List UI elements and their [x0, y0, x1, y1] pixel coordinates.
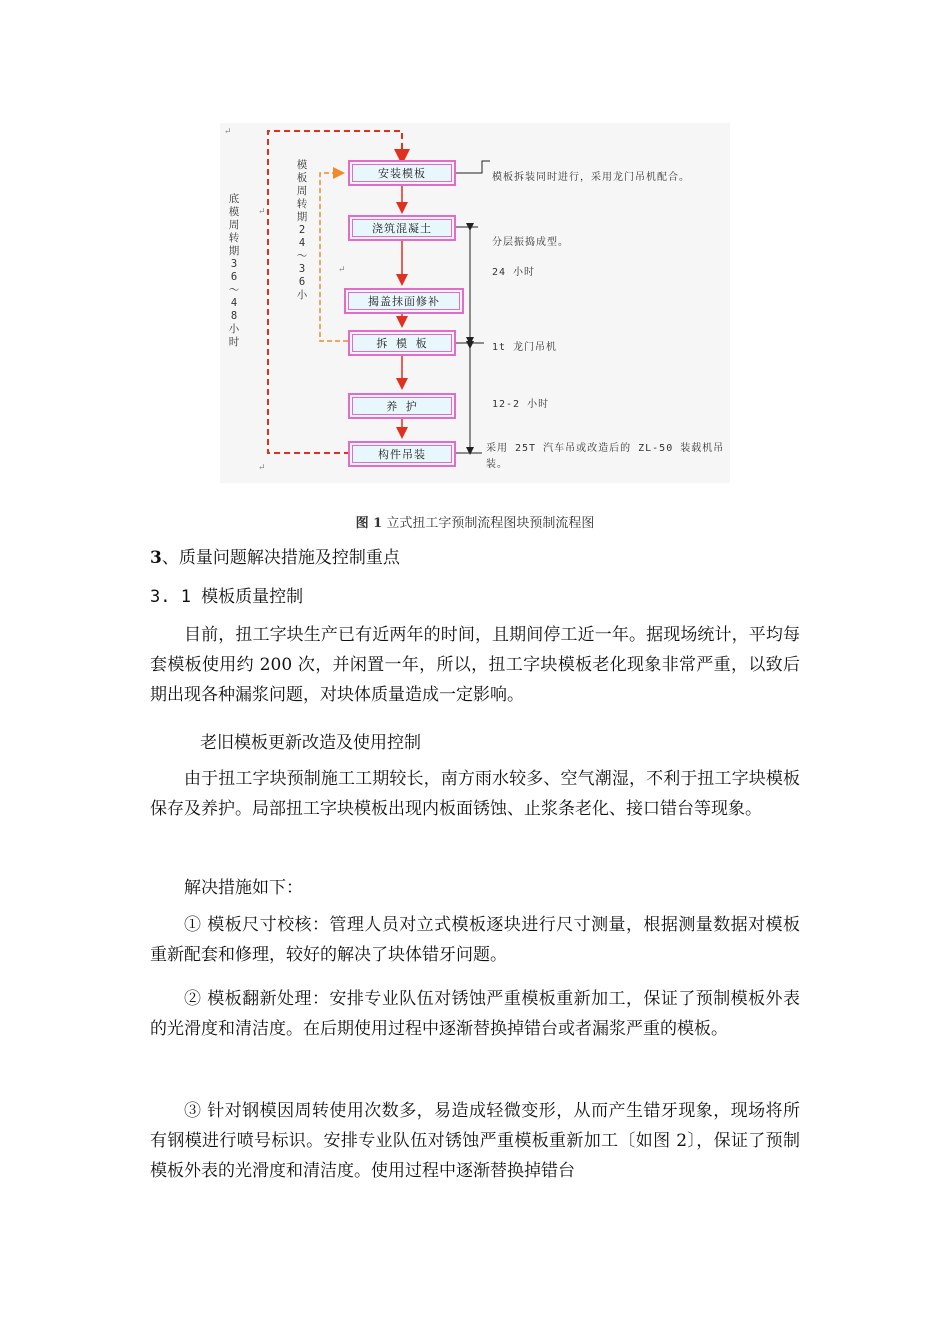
caption-text: 立式扭工字预制流程图块预制流程图	[386, 516, 595, 531]
paragraph: ③ 针对钢模因周转使用次数多，易造成轻微变形，从而产生错牙现象，现场将所有钢模进行喷号标识。安排专业队伍对锈蚀严重模板重新加工〔如图 2〕，保证了预制模板外表的光滑度和清洁度。使用过程中逐渐替换掉错台	[150, 1101, 800, 1181]
note-pour: 分层振捣成型。	[492, 237, 569, 248]
label-bottom-form-cycle: 底模周转期36～48小时	[228, 193, 240, 348]
step-pour-concrete: 浇筑混凝土	[348, 215, 456, 241]
note-24h: 24 小时	[492, 267, 536, 278]
return-mark: ↵	[338, 265, 346, 275]
note-lift: 采用 25T 汽车吊或改造后的 ZL-50 装载机吊装。	[486, 443, 725, 470]
step-lift-install: 构件吊装	[348, 441, 456, 467]
note-crane: 1t 龙门吊机	[492, 342, 558, 353]
paragraph: 目前，扭工字块生产已有近两年的时间，且期间停工近一年。据现场统计，平均每套模板使用约 200 次，并闲置一年，所以，扭工字块模板老化现象非常严重，以致后期出现各种漏浆问题，对块体质量造成一定影响。	[150, 625, 800, 705]
paragraph: 由于扭工字块预制施工工期较长，南方雨水较多、空气潮湿，不利于扭工字块模板保存及养护。局部扭工字块模板出现内板面锈蚀、止浆条老化、接口错台等现象。	[150, 769, 800, 819]
paragraph: ② 模板翻新处理：安排专业队伍对锈蚀严重模板重新加工，保证了预制模板外表的光滑度和清洁度。在后期使用过程中逐渐替换掉错台或者漏浆严重的模板。	[150, 989, 800, 1039]
connector-install	[456, 161, 490, 173]
step-demold: 拆 模 板	[348, 330, 456, 356]
step-curing: 养 护	[348, 393, 456, 419]
note-install: 模板拆装同时进行，采用龙门吊机配合。	[492, 172, 690, 183]
sub-heading: 老旧模板更新改造及使用控制	[200, 733, 421, 753]
paragraph: 解决措施如下：	[184, 878, 303, 898]
caption-number: 图 1	[355, 516, 383, 531]
paragraph: ① 模板尺寸校核：管理人员对立式模板逐块进行尺寸测量，根据测量数据对模板重新配套和修理，较好的解决了块体错牙问题。	[150, 915, 800, 965]
label-form-cycle: 模板周转期24～36小	[296, 159, 308, 301]
section-title: 、质量问题解决措施及控制重点	[161, 548, 400, 568]
step-install-form: 安装模板	[348, 160, 456, 186]
figure-caption	[0, 512, 950, 531]
form-loop	[320, 173, 348, 341]
flowchart-figure	[220, 123, 730, 483]
step-finish-repair: 揭盖抹面修补	[344, 288, 464, 314]
section-number: 3	[150, 548, 162, 568]
subsection-heading: 3. 1 模板质量控制	[150, 587, 304, 607]
return-mark: ↵	[258, 463, 266, 473]
return-mark: ↵	[258, 207, 266, 217]
section-heading	[150, 543, 800, 573]
return-mark: ↵	[224, 127, 232, 137]
note-12h: 12-2 小时	[492, 399, 550, 410]
